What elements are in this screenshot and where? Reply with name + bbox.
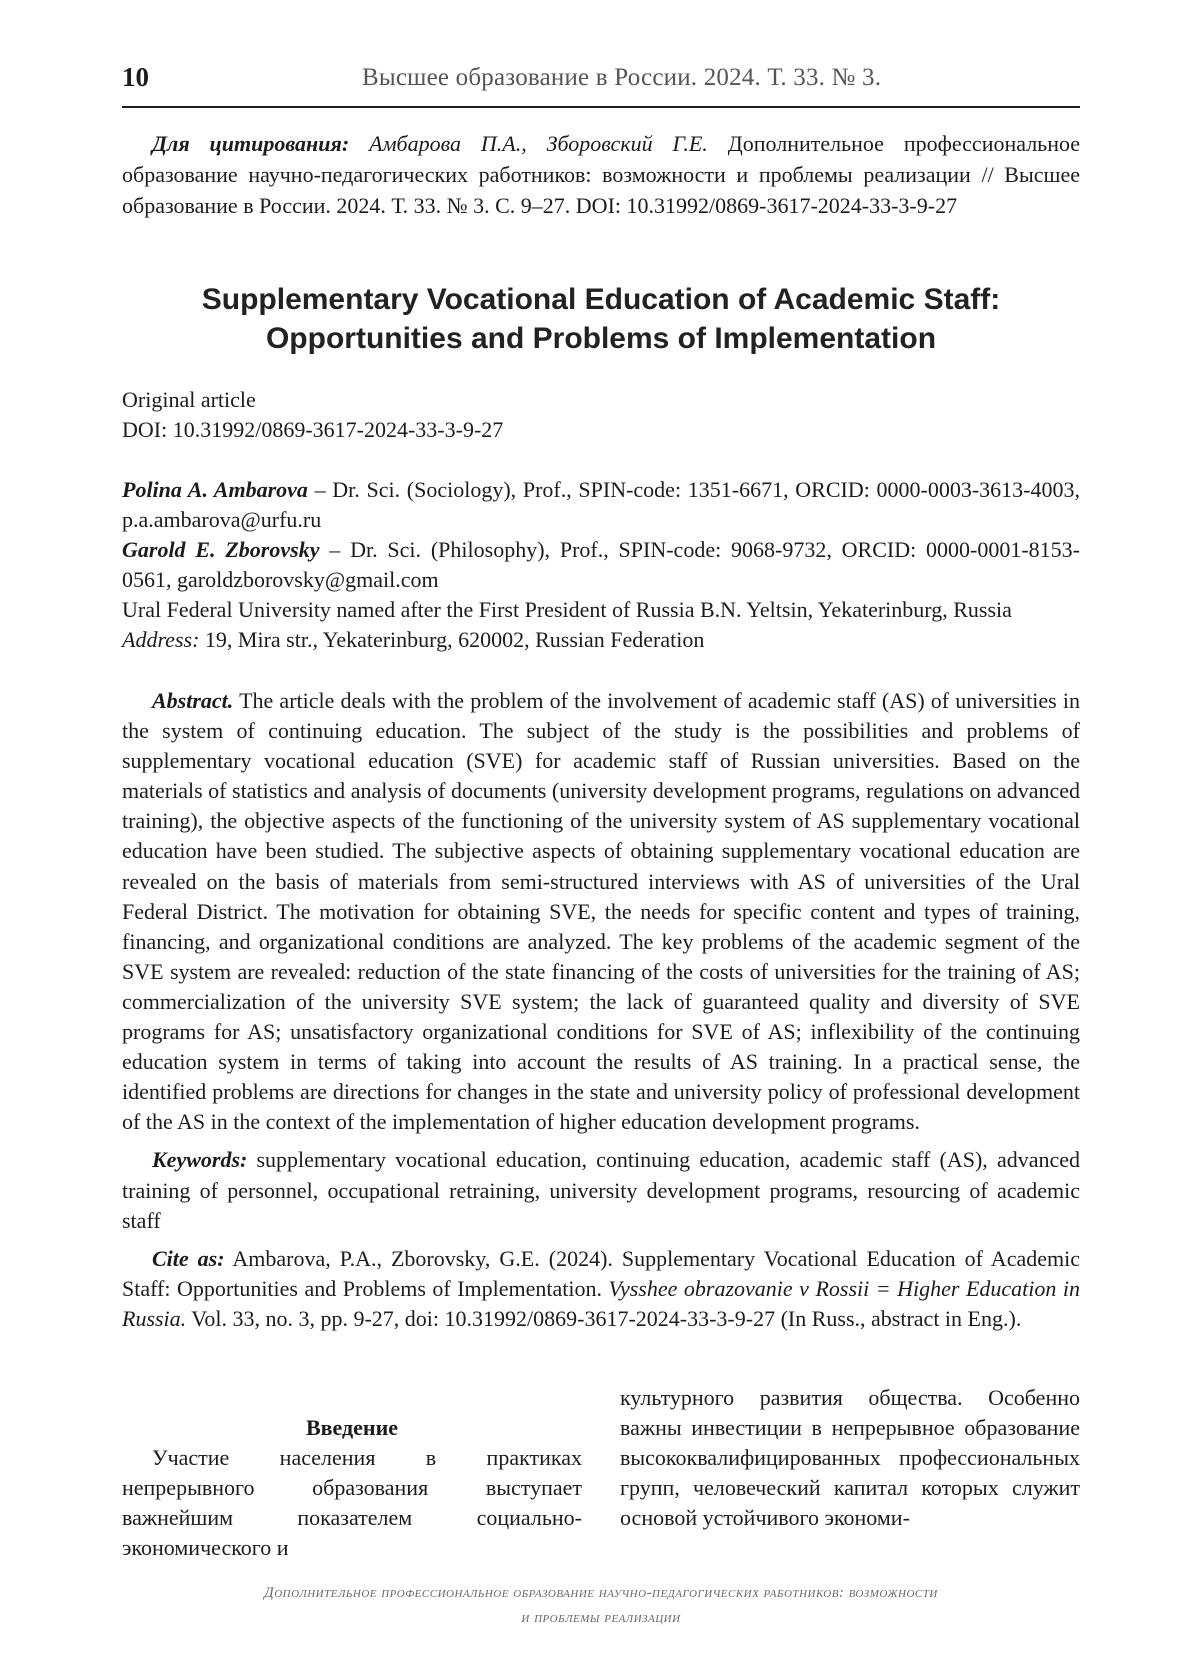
- keywords: [122, 1145, 1080, 1235]
- cite-as-text-2: Vol. 33, no. 3, pp. 9-27, doi: 10.31992/0869-3617-2024-33-3-9-27 (In Russ., abstract in Eng.).: [191, 1305, 1022, 1331]
- intro-right-text: культурного развития общества. Особенно важны инвестиции в непрерывное образование высококвалифицированных профессиональных групп, человеческий капитал которых служит основой устойчивого экономи-: [620, 1385, 1080, 1530]
- running-footer: [122, 1581, 1080, 1631]
- citation-label: Для цитирования:: [152, 131, 350, 156]
- abstract-label: Abstract.: [152, 688, 234, 713]
- journal-header: Высшее образование в России. 2024. Т. 33. № 3.: [362, 64, 882, 91]
- article-doi: DOI: 10.31992/0869-3617-2024-33-3-9-27: [122, 417, 504, 442]
- citation-authors: Амбарова П.А., Зборовский Г.Е.: [369, 131, 708, 156]
- address: [122, 625, 1080, 655]
- page-number: 10: [122, 62, 149, 92]
- title-line-1: Supplementary Vocational Education of Academic Staff:: [201, 283, 1001, 316]
- abstract-text: The article deals with the problem of the involvement of academic staff (AS) of universities in the system of continuing education. The subject of the study is the possibilities and problems of supplementary vocational education (SVE) for academic staff of Russian universities. Based on the materials of statistics and analysis of documents (university development programs, regulations on advanced training), the objective aspects of the functioning of the university system of AS supplementary vocational education have been studied. The subjective aspects of obtaining supplementary vocational education are revealed on the basis of materials from semi-structured interviews with AS of universities of the Ural Federal District. The motivation for obtaining SVE, the needs for specific content and types of training, financing, and organizational conditions are analyzed. The key problems of the academic segment of the SVE system are revealed: reduction of the state financing of the costs of universities for the training of AS; commercialization of the university SVE system; the lack of guaranteed quality and diversity of SVE programs for AS; unsatisfactory organizational conditions for SVE of AS; inflexibility of the continuing education system in terms of taking into account the results of AS training. In a practical sense, the identified problems are directions for changes in the state and university policy of professional development of the AS in the context of the implementation of higher education development programs.: [122, 688, 1080, 1135]
- article-title: [122, 280, 1080, 358]
- citation-text: Дополнительное профессиональное образование научно-педагогических работников: возможности и проблемы реализации // Высшее образование в России. 2024. Т. 33. № 3. С. 9–27. DOI: 10.31992/0869-3617-2024-33-3-9-27: [122, 131, 1081, 218]
- footer-line-1: Дополнительное профессиональное образование научно-педагогических работников: возможности: [264, 1585, 938, 1601]
- address-text: 19, Mira str., Yekaterinburg, 620002, Russian Federation: [204, 627, 705, 652]
- intro-right-column: [620, 1383, 1080, 1533]
- title-line-2: Opportunities and Problems of Implementation: [265, 322, 937, 355]
- keywords-label: Keywords:: [152, 1147, 248, 1173]
- intro-left-column: [122, 1383, 582, 1563]
- author-2-name: Garold E. Zborovsky: [122, 537, 320, 562]
- intro-heading: Введение: [305, 1415, 399, 1440]
- address-label: Address:: [122, 627, 200, 652]
- author-1-name: Polina A. Ambarova: [122, 477, 308, 502]
- author-1: [122, 475, 1080, 535]
- running-header: [122, 62, 1080, 108]
- abstract-section: [122, 686, 1080, 1342]
- cite-as-journal: Vysshee obrazovanie v Rossii = Higher Education in Russia.: [122, 1275, 1080, 1331]
- authors-block: [122, 475, 1080, 655]
- abstract: [122, 686, 1080, 1137]
- article-type: Original article: [122, 387, 256, 412]
- author-2: [122, 535, 1080, 595]
- cite-as: [122, 1244, 1080, 1334]
- article-meta: [122, 385, 503, 445]
- author-1-details: – Dr. Sci. (Sociology), Prof., SPIN-code: 1351-6671, ORCID: 0000-0003-3613-4003, p.a.ambarova@urfu.ru: [122, 477, 1080, 532]
- citation-block: [122, 128, 1080, 221]
- author-2-details: – Dr. Sci. (Philosophy), Prof., SPIN-code: 9068-9732, ORCID: 0000-0001-8153-0561, garoldzborovsky@gmail.com: [122, 537, 1081, 592]
- intro-left-text: Участие населения в практиках непрерывного образования выступает важнейшим показателем социально-экономического и: [122, 1445, 582, 1560]
- affiliation: Ural Federal University named after the First President of Russia B.N. Yeltsin, Yekaterinburg, Russia: [122, 597, 1012, 622]
- keywords-text: supplementary vocational education, continuing education, academic staff (AS), advanced training of personnel, occupational retraining, university development programs, resourcing of academic staff: [122, 1147, 1081, 1233]
- cite-as-label: Cite as:: [152, 1245, 225, 1271]
- footer-line-2: и проблемы реализации: [521, 1610, 681, 1626]
- cite-as-text-1: Ambarova, P.A., Zborovsky, G.E. (2024). Supplementary Vocational Education of Academic Staff: Opportunities and Problems of Implementation.: [122, 1245, 1080, 1301]
